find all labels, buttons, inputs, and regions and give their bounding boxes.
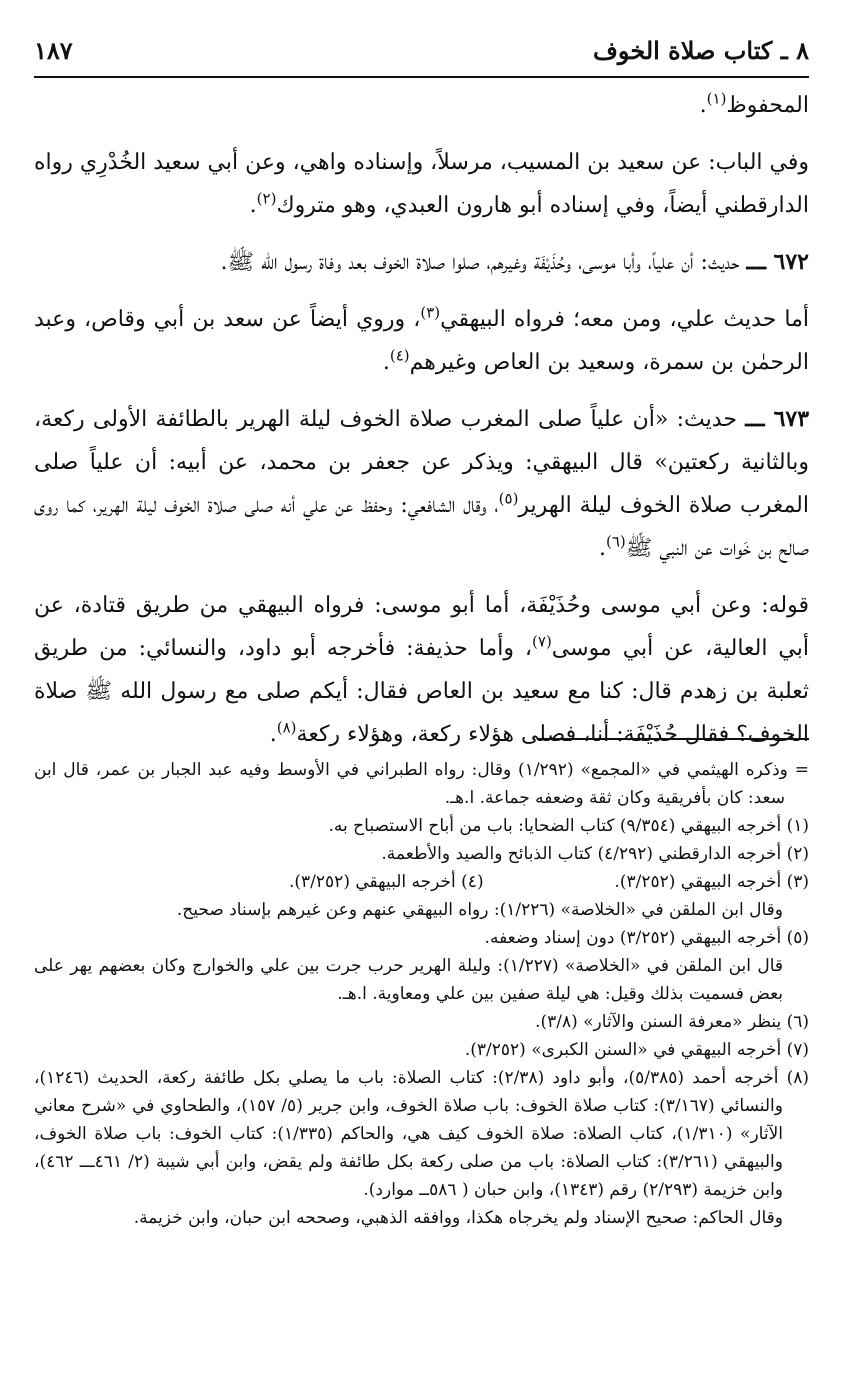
hadith-673: ٦٧٣ ـــ حديث: «أن علياً صلى المغرب صلاة الخوف ليلة الهرير بالطائفة الأولى ركعة، وبالثانية ركعتين» قال البيهقي: ويذكر عن جعفر بن محمد، عن أبيه: أن علياً صلى المغرب صلاة الخوف ليلة الهرير$^{(٥)}$، وقال الشافعي: وحفظ عن علي أنه صلى صلاة الخوف ليلة الهرير، كما روى صالح بن خَوات عن النبي ﷺ$^{(٦)}$. <box>34 406 810 561</box>
hadith-672: ٦٧٢ ـــ حديث: أن علياً، وأبا موسى، وحُذَيْفَة وغيرهم، صلوا صلاة الخوف بعد وفاة رسول الله ﷺ. <box>220 249 809 275</box>
footnote: (١) أخرجه البيهقي (٩/٣٥٤) كتاب الضحايا: باب من أباح الاستصباح به. <box>328 816 809 836</box>
footnote-ref[interactable]: (٥) <box>498 489 519 508</box>
footnote-ref[interactable]: (٤) <box>389 346 410 365</box>
hadith-number: ٦٧٢ ـــ <box>746 249 809 275</box>
running-header <box>34 30 809 78</box>
hadith-number: ٦٧٣ ـــ <box>745 406 810 432</box>
footnote-ref[interactable]: (٨) <box>276 718 297 737</box>
footnotes <box>34 756 809 1232</box>
footnote: (٣) أخرجه البيهقي (٣/٢٥٢). <box>614 872 809 892</box>
footnote-continuation: = وذكره الهيثمي في «المجمع» (١/٢٩٢) وقال: رواه الطبراني في الأوسط وفيه عبد الجبار بن عمر، قال ابن سعد: كان بأفريقية وكان ثقة وضعفه جماعة. ا.هـ. <box>34 760 809 808</box>
footnote-separator <box>537 738 809 740</box>
paragraph: وفي الباب: عن سعيد بن المسيب، مرسلاً، وإسناده واهي، وعن أبي سعيد الخُدْرِي رواه الدارقطني أيضاً، وفي إسناده أبو هارون العبدي، وهو متروك$^{(٢)}$. <box>34 150 809 218</box>
footnote-extra: وقال الحاكم: صحيح الإسناد ولم يخرجاه هكذا، ووافقه الذهبي، وصححه ابن حبان، وابن خزيمة. <box>133 1208 783 1228</box>
footnote-pair <box>289 868 809 896</box>
footnote-extra: وقال ابن الملقن في «الخلاصة» (١/٢٢٦): رواه البيهقي عنهم وعن غيرهم بإسناد صحيح. <box>176 900 783 920</box>
footnote-extra: قال ابن الملقن في «الخلاصة» (١/٢٢٧): وليلة الهرير حرب جرت بين علي والخوارج وكان بعضهم يهر على بعض فسميت بذلك وقيل: هي ليلة صفين بين علي ومعاوية. ا.هـ. <box>34 956 783 1004</box>
footnote-ref[interactable]: (١) <box>706 89 727 108</box>
paragraph: قوله: وعن أبي موسى وحُذَيْفَة، أما أبو موسى: فرواه البيهقي من طريق قتادة، عن أبي العالية، عن أبي موسى$^{(٧)}$، وأما حذيفة: فأخرجه أبو داود، والنسائي: من طريق ثعلبة بن زهدم قال: كنا مع سعيد بن العاص فقال: أيكم صلى مع رسول الله ﷺ صلاة الخوف؟ فقال حُذَيْفَة: أنا، فصلى هؤلاء ركعة، وهؤلاء ركعة$^{(٨)}$. <box>34 593 809 747</box>
chapter-title: ٨ ـ كتاب صلاة الخوف <box>593 36 809 65</box>
footnote-ref[interactable]: (٧) <box>532 632 552 651</box>
footnote: (٢) أخرجه الدارقطني (٤/٢٩٢) كتاب الذبائح والصيد والأطعمة. <box>381 844 809 864</box>
footnote-ref[interactable]: (٣) <box>420 303 441 322</box>
footnote: (٤) أخرجه البيهقي (٣/٢٥٢). <box>289 872 484 892</box>
page-number: ١٨٧ <box>34 36 73 65</box>
main-text <box>34 84 809 770</box>
footnote-ref[interactable]: (٢) <box>256 189 277 208</box>
footnote: (٨) أخرجه أحمد (٥/٣٨٥)، وأبو داود (٢/٣٨): كتاب الصلاة: باب ما يصلي بكل طائفة ركعة، الحديث (١٢٤٦)، والنسائي (٣/١٦٧): كتاب صلاة الخوف: باب صلاة الخوف، وابن جرير (٥/ ١٥٧)، والطحاوي في «شرح معاني الآثار» (١/٣١٠)، كتاب الصلاة: صلاة الخوف كيف هي، والحاكم (١/٣٣٥): كتاب الخوف: باب صلاة الخوف، والبيهقي (٣/٢٦١): كتاب الصلاة: باب من صلى ركعة بكل طائفة ولم يقض، وابن أبي شيبة (٢/ ٤٦١ـــ ٤٦٢)، وابن خزيمة (٢/٢٩٣) رقم (١٣٤٣)، وابن حبان ( ٥٨٦ــ موارد). <box>34 1068 809 1200</box>
footnote: (٥) أخرجه البيهقي (٣/٢٥٢) دون إسناد وضعفه. <box>484 928 809 948</box>
footnote-ref[interactable]: (٦) <box>606 532 626 551</box>
footnote: (٦) ينظر «معرفة السنن والآثار» (٣/٨). <box>535 1012 809 1032</box>
paragraph: أما حديث علي، ومن معه؛ فرواه البيهقي$^{(٣)}$، وروي أيضاً عن سعد بن أبي وقاص، وعبد الرحمٰن بن سمرة، وسعيد بن العاص وغيرهم$^{(٤)}$. <box>34 303 809 375</box>
footnote: (٧) أخرجه البيهقي في «السنن الكبرى» (٣/٢٥٢). <box>464 1040 809 1060</box>
paragraph: المحفوظ$^{(١)}$. <box>699 89 809 118</box>
